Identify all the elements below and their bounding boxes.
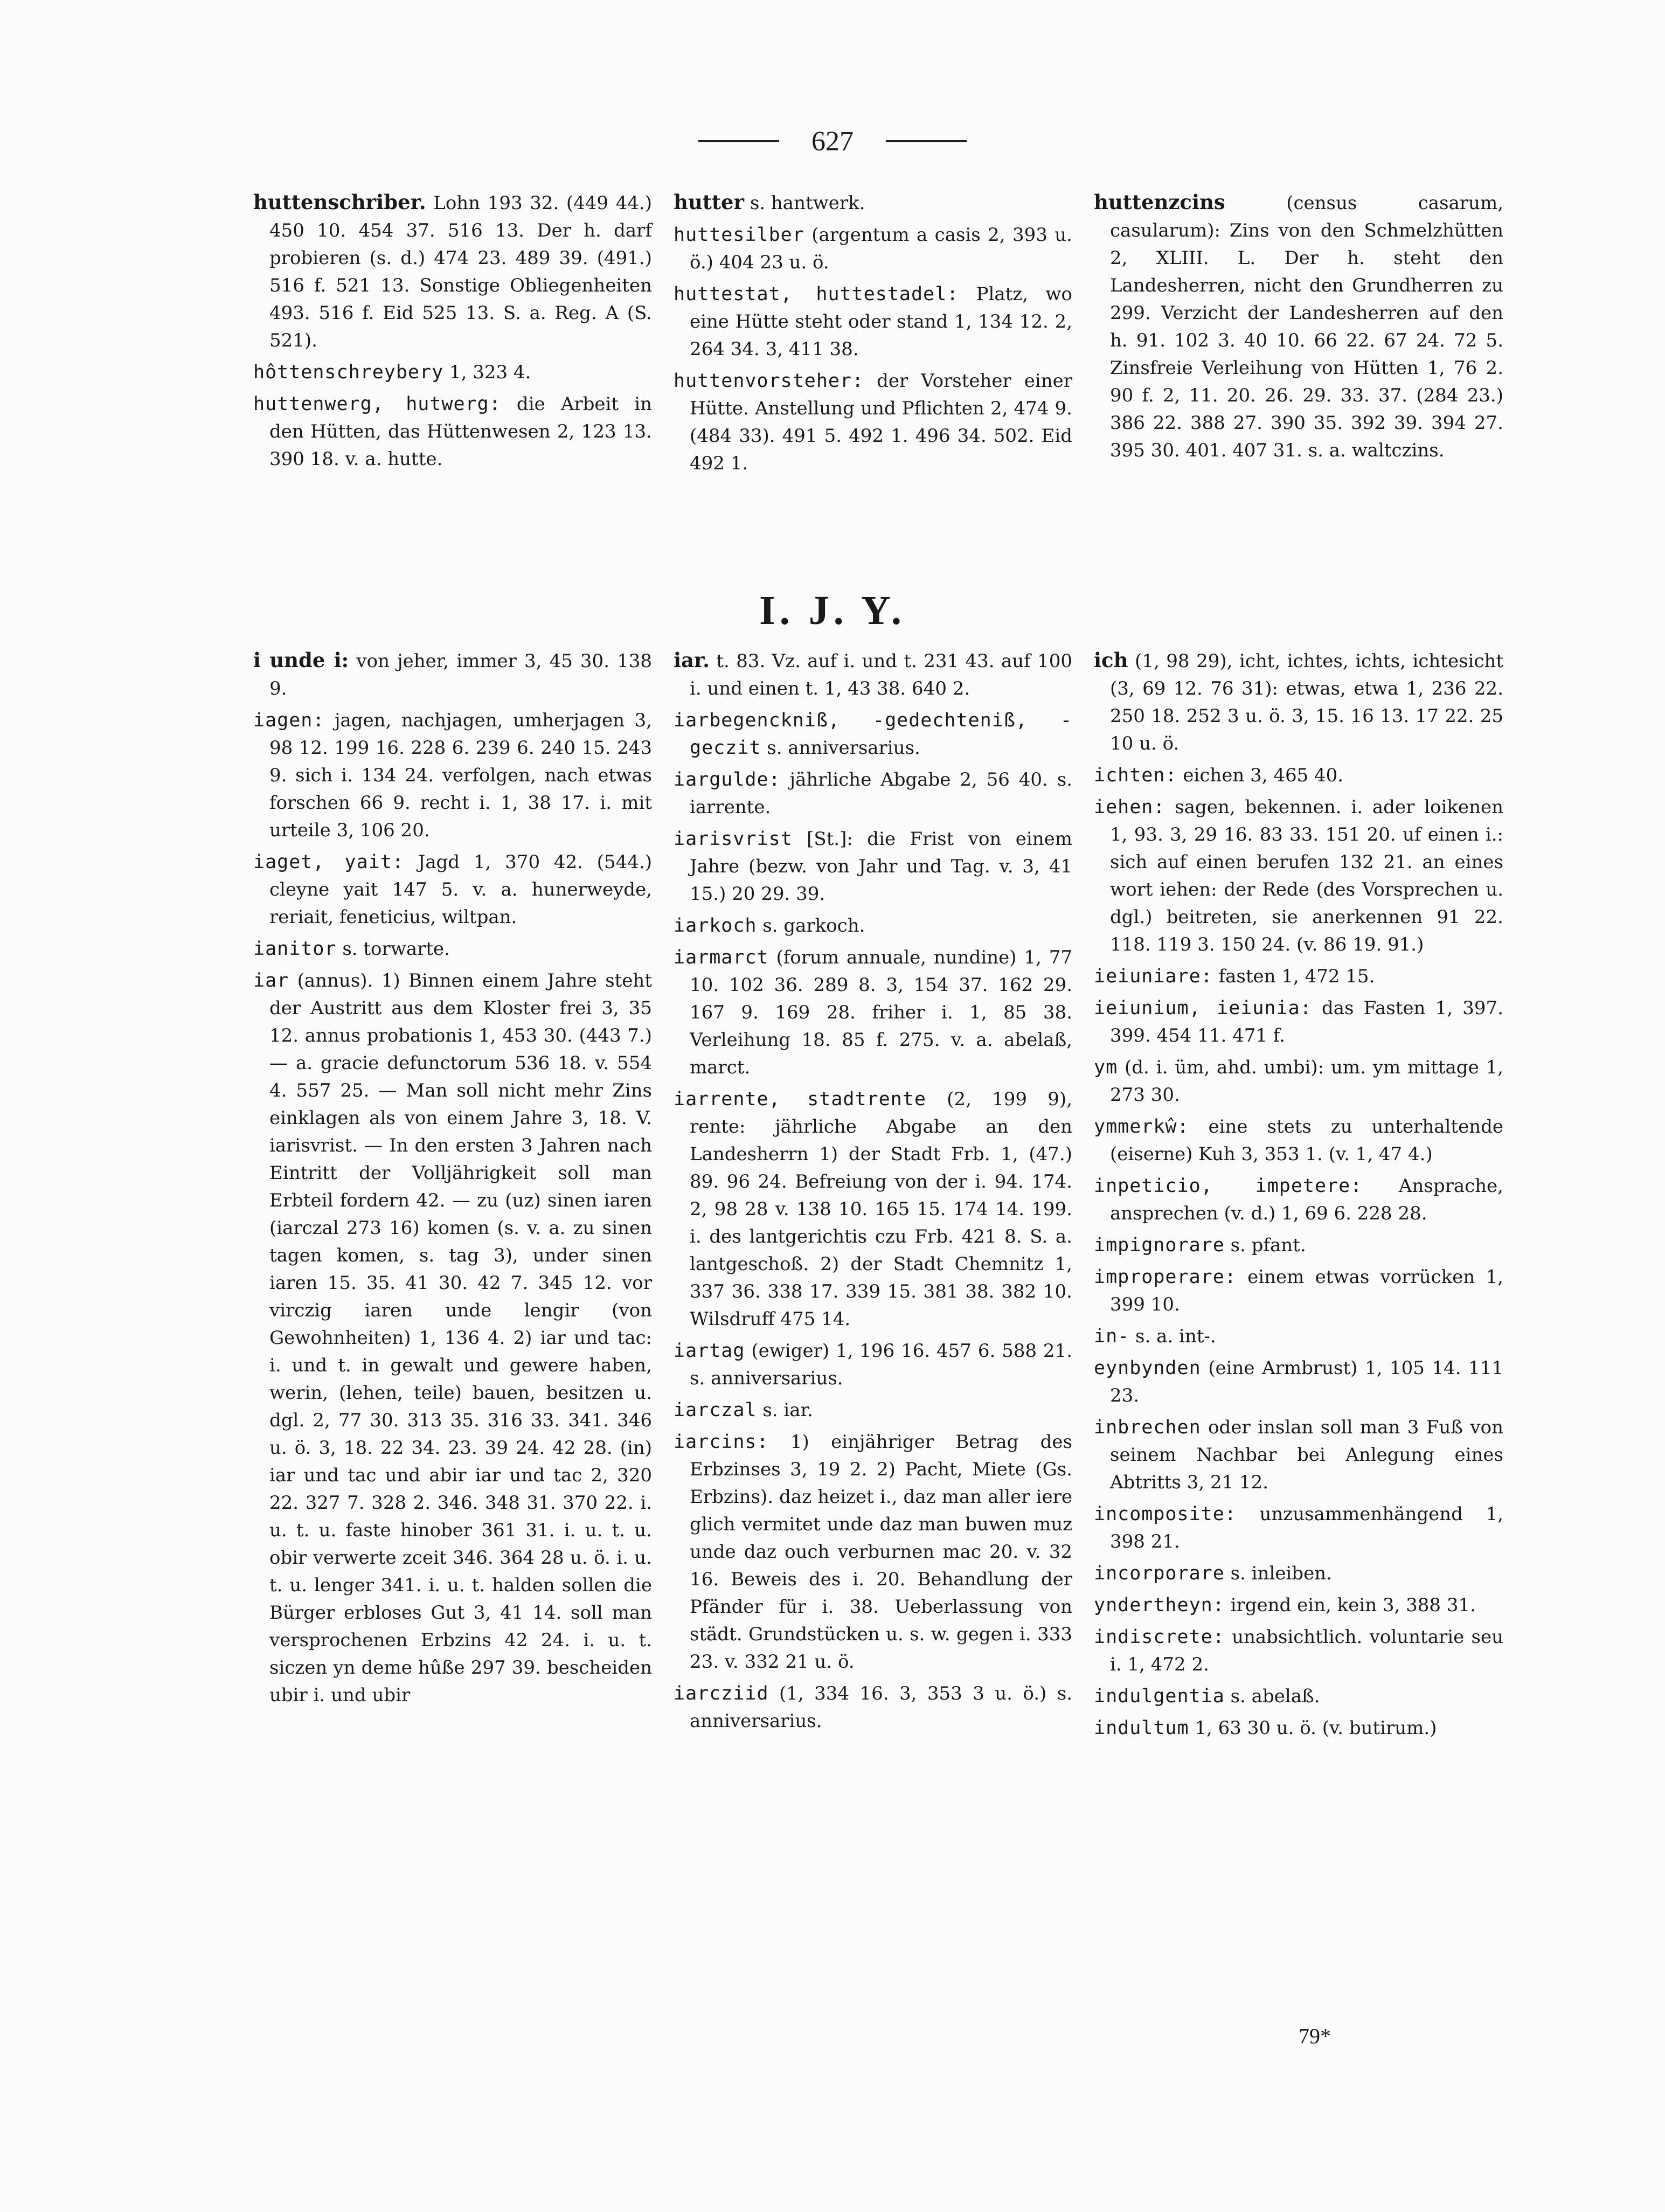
entry-text: s. garkoch. — [757, 915, 865, 937]
section-title: I. J. Y. — [759, 588, 906, 633]
entry-headword: ianitor — [253, 938, 337, 960]
dictionary-entry — [1094, 963, 1503, 990]
entry-headword: iagen: — [253, 710, 325, 731]
entry-text: s. inleiben. — [1224, 1563, 1332, 1584]
top-column-3 — [1094, 189, 1503, 469]
entry-text: (1, 98 29), icht, ichtes, ichts, ichtesicht (3, 69 12. 76 31): etwas, etwa 1, 236 22. 250 18. 252 3 u. ö. 3, 15. 16 13. 17 22. 25 10 u. ö. — [1110, 650, 1503, 754]
entry-headword: ich — [1094, 648, 1128, 672]
bottom-column-2 — [674, 647, 1072, 1739]
entry-headword: iarisvrist — [674, 828, 793, 850]
page-number: 627 — [811, 126, 854, 157]
bottom-column-3 — [1094, 647, 1503, 1746]
entry-text: (annus). 1) Binnen einem Jahre steht der Austritt aus dem Kloster frei 3, 35 12. annus probationis 1, 453 30. (443 7.) — a. gracie defunctorum 536 18. v. 554 4. 557 25. — Man soll nicht mehr Zins einklagen als von einem Jahre 3, 18. V. iarisvrist. — In den ersten 3 Jahren nach Eintritt der Volljährigkeit soll man Erbteil fordern 42. — zu (uz) sinen iaren (iarczal 273 16) komen (s. v. a. zu sinen tagen komen, s. tag 3), under sinen iaren 15. 35. 41 30. 42 7. 345 12. vor virczig iaren unde lengir (von Gewohnheiten) 1, 136 4. 2) iar und tac: i. und t. in gewalt und gewere haben, werin, (lehen, teile) bauen, besitzen u. dgl. 2, 77 30. 313 35. 316 33. 341. 346 u. ö. 3, 18. 22 34. 23. 39 24. 42 28. (in) iar und tac und abir iar und tac 2, 320 22. 327 7. 328 2. 346. 348 31. 370 22. i. u. t. u. faste hinober 361 31. i. u. t. u. obir verwerte zceit 346. 364 28 u. ö. i. u. t. u. lenger 341. i. u. t. halden sollen die Bürger erbloses Gut 3, 41 14. soll man versprochenen Erbzins 42 24. i. u. t. siczen yn deme hûße 297 39. bescheiden ubir i. und ubir — [269, 970, 652, 1706]
dictionary-entry — [1094, 1355, 1503, 1410]
entry-text: [St.]: die Frist von einem Jahre (bezw. von Jahr und Tag. v. 3, 41 15.) 20 29. 39. — [690, 828, 1072, 905]
entry-headword: huttesilber — [674, 224, 804, 246]
entry-headword: hôttenschreybery — [253, 362, 444, 383]
dictionary-entry — [674, 1086, 1072, 1333]
entry-text: s. torwarte. — [336, 938, 450, 960]
dictionary-entry — [1094, 1683, 1503, 1710]
header-rule-right — [886, 140, 967, 142]
dictionary-entry — [1094, 1232, 1503, 1259]
dictionary-entry — [674, 647, 1072, 703]
entry-text: das Fasten 1, 397. 399. 454 11. 471 f. — [1110, 997, 1503, 1046]
dictionary-entry — [674, 707, 1072, 762]
entry-headword: iarbegenckniß, -gedechteniß, -geczit — [674, 710, 1072, 759]
dictionary-entry — [1094, 1592, 1503, 1619]
entry-headword: ieiuniare: — [1094, 966, 1213, 987]
entry-headword: iehen: — [1094, 796, 1166, 818]
entry-headword: ymmerkŵ: — [1094, 1116, 1189, 1138]
entry-text: oder inslan soll man 3 Fuß von seinem Nachbar bei Anlegung eines Abtritts 3, 21 12. — [1110, 1417, 1503, 1493]
dictionary-entry — [253, 967, 652, 1709]
entry-text: unabsichtlich. voluntarie seu i. 1, 472 2. — [1110, 1626, 1503, 1675]
dictionary-entry — [253, 189, 652, 355]
entry-headword: iargulde: — [674, 769, 781, 791]
entry-text: Lohn 193 32. (449 44.) 450 10. 454 37. 516 13. Der h. darf probieren (s. d.) 474 23. 489 39. (491.) 516 f. 521 13. Sonstige Obliegenheiten 493. 516 f. Eid 525 13. S. a. Reg. A (S. 521). — [269, 192, 652, 351]
entry-text: unzusammenhängend 1, 398 21. — [1110, 1503, 1503, 1552]
dictionary-entry — [674, 944, 1072, 1081]
dictionary-entry — [253, 707, 652, 844]
entry-headword: iar — [253, 970, 289, 991]
dictionary-entry — [1094, 1113, 1503, 1168]
dictionary-entry — [674, 221, 1072, 276]
dictionary-entry — [1094, 1501, 1503, 1556]
dictionary-entry — [674, 912, 1072, 940]
entry-headword: huttestat, huttestadel: — [674, 283, 959, 305]
entry-headword: iar. — [674, 648, 710, 672]
entry-text: Ansprache, ansprechen (v. d.) 1, 69 6. 228 28. — [1110, 1175, 1503, 1224]
entry-headword: indulgentia — [1094, 1686, 1225, 1707]
entry-text: fasten 1, 472 15. — [1212, 966, 1375, 987]
dictionary-entry — [1094, 995, 1503, 1050]
entry-text: (eine Armbrust) 1, 105 14. 111 23. — [1110, 1357, 1503, 1406]
entry-text: jährliche Abgabe 2, 56 40. s. iarrente. — [690, 769, 1072, 818]
dictionary-entry — [674, 826, 1072, 908]
entry-headword: ieiunium, ieiunia: — [1094, 997, 1312, 1019]
entry-text: t. 83. Vz. auf i. und t. 231 43. auf 100 i. und einen t. 1, 43 38. 640 2. — [690, 650, 1072, 699]
entry-text: s. abelaß. — [1224, 1686, 1320, 1707]
entry-text: (d. i. üm, ahd. umbi): um. ym mittage 1, 273 30. — [1110, 1057, 1503, 1106]
entry-text: die Arbeit in den Hütten, das Hüttenwesen 2, 123 13. 390 18. v. a. hutte. — [269, 393, 652, 470]
dictionary-entry — [674, 281, 1072, 363]
entry-text: der Vorsteher einer Hütte. Anstellung und Pflichten 2, 474 9. (484 33). 491 5. 492 1. 496 34. 502. Eid 492 1. — [690, 370, 1072, 474]
entry-text: Platz, wo eine Hütte steht oder stand 1, 134 12. 2, 264 34. 3, 411 38. — [690, 283, 1072, 360]
entry-headword: iarrente, stadtrente — [674, 1088, 926, 1110]
entry-text: 1, 63 30 u. ö. (v. butirum.) — [1189, 1717, 1437, 1739]
page-header — [0, 120, 1665, 163]
entry-text: 1, 323 4. — [443, 362, 531, 383]
entry-headword: in- — [1094, 1326, 1130, 1347]
dictionary-entry — [1094, 1173, 1503, 1228]
top-column-1 — [253, 189, 652, 477]
entry-text: einem etwas vorrücken 1, 399 10. — [1110, 1266, 1503, 1315]
dictionary-entry — [253, 647, 652, 703]
entry-text: (forum annuale, nundine) 1, 77 10. 102 36. 289 8. 3, 154 37. 162 29. 167 9. 169 28. friher i. 1, 85 38. Verleihung 18. 85 f. 275. v. a. abelaß, marct. — [690, 947, 1072, 1078]
entry-text: 1) einjähriger Betrag des Erbzinses 3, 19 2. 2) Pacht, Miete (Gs. Erbzins). daz heizet i., daz man aller iere glich vermitet unde daz man buwen muz unde daz ouch verburnen mac 20. v. 32 16. Beweis des i. 20. Behandlung der Pfänder für i. 38. Ueberlassung von städt. Grundstücken u. s. w. gegen i. 333 23. v. 332 21 u. ö. — [690, 1431, 1072, 1673]
dictionary-entry — [674, 367, 1072, 477]
entry-text: s. pfant. — [1224, 1235, 1306, 1256]
entry-headword: iartag — [674, 1340, 745, 1362]
entry-headword: improperare: — [1094, 1266, 1237, 1288]
dictionary-entry — [674, 189, 1072, 217]
dictionary-entry — [674, 1337, 1072, 1392]
entry-headword: iarcziid — [674, 1683, 769, 1704]
entry-text: (2, 199 9), rente: jährliche Abgabe an den Landesherrn 1) der Stadt Frb. 1, (47.) 89. 96 24. Befreiung von der i. 94. 174. 2, 98 28 v. 138 10. 165 15. 174 14. 199. i. des lantgerichtis czu Frb. 421 8. S. a. lantgeschoß. 2) der Stadt Chemnitz 1, 337 36. 338 17. 339 15. 381 38. 382 10. Wilsdruff 475 14. — [690, 1088, 1073, 1330]
entry-headword: ichten: — [1094, 765, 1177, 786]
entry-headword: iaget, yait: — [253, 851, 404, 873]
entry-headword: huttenzcins — [1094, 190, 1225, 214]
dictionary-entry — [253, 849, 652, 931]
entry-text: s. hantwerk. — [744, 192, 865, 214]
bottom-column-1 — [253, 647, 652, 1714]
dictionary-entry — [674, 766, 1072, 821]
entry-headword: huttenwerg, hutwerg: — [253, 393, 501, 415]
entry-headword: iarmarct — [674, 947, 769, 968]
dictionary-entry — [253, 935, 652, 963]
entry-text: (1, 334 16. 3, 353 3 u. ö.) s. anniversarius. — [690, 1683, 1072, 1732]
dictionary-entry — [1094, 1323, 1503, 1350]
entry-text: sagen, bekennen. i. ader loikenen 1, 93. 3, 29 16. 83 33. 151 20. uf einen i.: sich auf einen berufen 132 21. an eines wort iehen: der Rede (des Vorsprechen u. dgl.) beitreten, sie anerkennen 91 22. 118. 119 3. 150 24. (v. 86 19. 91.) — [1110, 796, 1503, 955]
dictionary-entry — [1094, 1054, 1503, 1109]
entry-headword: indultum — [1094, 1717, 1189, 1739]
entry-headword: eynbynden — [1094, 1357, 1201, 1379]
entry-headword: huttenschriber. — [253, 190, 426, 214]
entry-headword: huttenvorsteher: — [674, 370, 864, 392]
dictionary-entry — [1094, 762, 1503, 789]
dictionary-entry — [253, 391, 652, 473]
dictionary-entry — [1094, 1264, 1503, 1319]
entry-headword: incomposite: — [1094, 1503, 1237, 1525]
top-column-2 — [674, 189, 1072, 482]
dictionary-entry — [1094, 794, 1503, 959]
entry-text: jagen, nachjagen, umherjagen 3, 98 12. 199 16. 228 6. 239 6. 240 15. 243 9. sich i. 134 24. verfolgen, nach etwas forschen 66 9. recht i. 1, 38 17. i. mit urteile 3, 106 20. — [269, 710, 652, 841]
entry-text: eichen 3, 465 40. — [1177, 765, 1344, 786]
entry-headword: ym — [1094, 1057, 1118, 1078]
dictionary-entry — [674, 1397, 1072, 1424]
dictionary-entry — [1094, 647, 1503, 758]
entry-headword: iarkoch — [674, 915, 757, 937]
dictionary-entry — [1094, 1715, 1503, 1742]
entry-text: von jeher, immer 3, 45 30. 138 9. — [269, 650, 652, 699]
header-rule-left — [698, 140, 779, 142]
entry-text: (ewiger) 1, 196 16. 457 6. 588 21. s. anniversarius. — [690, 1340, 1072, 1389]
entry-headword: yndertheyn: — [1094, 1594, 1225, 1616]
dictionary-entry — [1094, 1624, 1503, 1679]
entry-headword: i unde i: — [253, 648, 349, 672]
entry-headword: inpeticio, impetere: — [1094, 1175, 1363, 1197]
entry-headword: iarczal — [674, 1399, 757, 1421]
entry-text: s. a. int-. — [1129, 1326, 1216, 1347]
entry-text: s. iar. — [757, 1399, 813, 1421]
dictionary-entry — [1094, 189, 1503, 464]
entry-text: eine stets zu unterhaltende (eiserne) Kuh 3, 353 1. (v. 1, 47 4.) — [1110, 1116, 1503, 1165]
dictionary-entry — [1094, 1414, 1503, 1496]
entry-text: s. anniversarius. — [761, 737, 920, 759]
entry-headword: hutter — [674, 190, 745, 214]
entry-headword: incorporare — [1094, 1563, 1225, 1584]
entry-headword: indiscrete: — [1094, 1626, 1225, 1648]
entry-headword: inbrechen — [1094, 1417, 1201, 1438]
dictionary-entry — [1094, 1560, 1503, 1587]
dictionary-entry — [674, 1680, 1072, 1735]
entry-headword: iarcins: — [674, 1431, 769, 1453]
printer-signature: 79* — [1299, 2024, 1331, 2048]
entry-text: Jagd 1, 370 42. (544.) cleyne yait 147 5. v. a. hunerweyde, reriait, feneticius, wiltpan. — [269, 851, 652, 928]
dictionary-entry — [253, 359, 652, 386]
entry-headword: impignorare — [1094, 1235, 1225, 1256]
entry-text: (census casarum, casularum): Zins von den Schmelzhütten 2, XLIII. L. Der h. steht den Landesherren, nicht den Grundherren zu 299. Verzicht der Landesherren auf den h. 91. 102 3. 40 10. 66 22. 67 24. 72 5. Zinsfreie Verleihung von Hütten 1, 76 2. 90 f. 2, 11. 20. 26. 29. 33. 37. (284 23.) 386 22. 388 27. 390 35. 392 39. 394 27. 395 30. 401. 407 31. s. a. waltczins. — [1110, 192, 1503, 461]
entry-text: (argentum a casis 2, 393 u. ö.) 404 23 u. ö. — [690, 224, 1072, 273]
dictionary-entry — [674, 1429, 1072, 1676]
entry-text: irgend ein, kein 3, 388 31. — [1224, 1594, 1476, 1616]
